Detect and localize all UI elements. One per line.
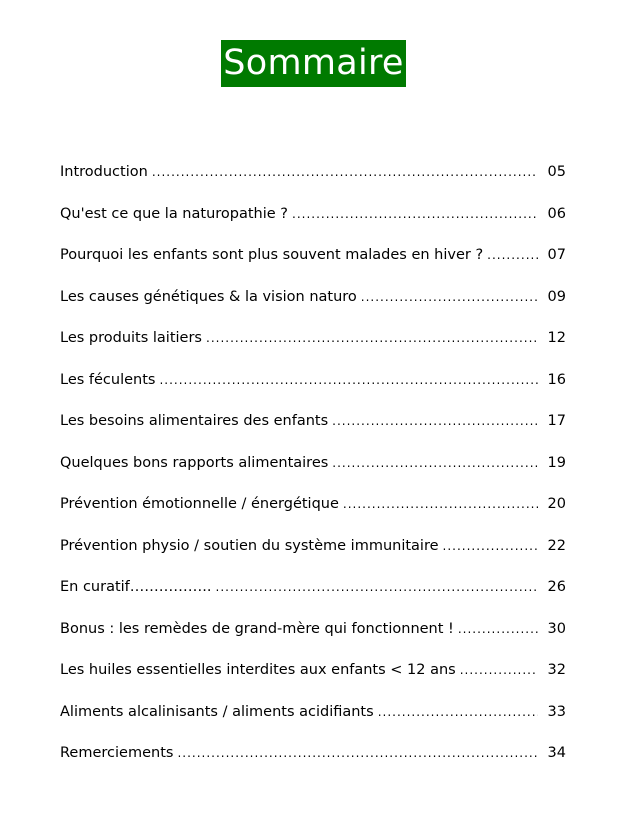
toc-entry-page: 33: [547, 703, 566, 720]
toc-entry[interactable]: [60, 413, 566, 455]
toc-entry-page: 05: [547, 164, 566, 180]
dot-leader: [332, 456, 538, 470]
dot-leader: [152, 165, 538, 179]
toc-entry-label: Quelques bons rapports alimentaires: [60, 454, 329, 471]
dot-leader: [343, 497, 538, 511]
toc-entry[interactable]: [60, 330, 566, 372]
toc-entry[interactable]: [60, 372, 566, 414]
dot-leader: [159, 373, 538, 387]
toc-entry-label: Pourquoi les enfants sont plus souvent malades en hiver ?: [60, 247, 484, 263]
toc-entry-page: 09: [547, 288, 566, 305]
toc-entry-page: 07: [547, 247, 566, 263]
toc-entry[interactable]: [60, 579, 566, 621]
dot-leader: [460, 663, 538, 677]
dot-leader: [177, 746, 538, 760]
toc-entry[interactable]: [60, 745, 566, 787]
toc-entry[interactable]: [60, 206, 566, 248]
toc-entry-label: Prévention physio / soutien du système immunitaire: [60, 537, 439, 554]
table-of-contents: [60, 164, 566, 787]
dot-leader: [292, 207, 538, 221]
toc-entry-label: Prévention émotionnelle / énergétique: [60, 496, 339, 512]
toc-entry-label: Les besoins alimentaires des enfants: [60, 413, 329, 429]
toc-entry[interactable]: [60, 621, 566, 663]
toc-entry[interactable]: [60, 289, 566, 331]
toc-entry-label: Remerciements: [60, 745, 174, 761]
toc-entry[interactable]: [60, 662, 566, 704]
toc-entry[interactable]: [60, 455, 566, 497]
toc-entry-page: 34: [547, 745, 566, 761]
dot-leader: [206, 331, 538, 345]
page-title: Sommaire: [221, 40, 406, 87]
toc-entry-page: 22: [547, 537, 566, 554]
toc-entry-page: 32: [547, 662, 566, 678]
dot-leader: [216, 580, 538, 594]
toc-entry-label: Introduction: [60, 164, 148, 180]
dot-leader: [332, 414, 538, 428]
toc-entry-label: Les huiles essentielles interdites aux enfants < 12 ans: [60, 662, 456, 678]
dot-leader: [458, 622, 538, 636]
dot-leader: [443, 539, 538, 553]
dot-leader: [378, 705, 538, 719]
dot-leader: [487, 248, 538, 262]
toc-entry-label: Bonus : les remèdes de grand-mère qui fonctionnent !: [60, 620, 454, 637]
toc-entry-page: 20: [547, 496, 566, 512]
toc-entry-page: 16: [547, 371, 566, 388]
toc-entry[interactable]: [60, 496, 566, 538]
toc-entry-page: 17: [547, 413, 566, 429]
toc-entry-page: 12: [547, 330, 566, 346]
toc-entry[interactable]: [60, 164, 566, 206]
toc-entry-label: En curatif……………..: [60, 579, 212, 595]
toc-entry-page: 19: [547, 454, 566, 471]
toc-entry-label: Les féculents: [60, 371, 156, 388]
dot-leader: [361, 290, 538, 304]
toc-entry-label: Qu'est ce que la naturopathie ?: [60, 205, 288, 222]
toc-entry-label: Les causes génétiques & la vision naturo: [60, 288, 357, 305]
toc-entry[interactable]: [60, 538, 566, 580]
toc-entry-page: 26: [547, 579, 566, 595]
toc-entry-label: Aliments alcalinisants / aliments acidifiants: [60, 703, 374, 720]
title-container: [0, 40, 627, 87]
toc-entry-page: 30: [547, 620, 566, 637]
toc-entry-label: Les produits laitiers: [60, 330, 202, 346]
toc-entry[interactable]: [60, 704, 566, 746]
toc-entry[interactable]: [60, 247, 566, 289]
toc-entry-page: 06: [547, 205, 566, 222]
